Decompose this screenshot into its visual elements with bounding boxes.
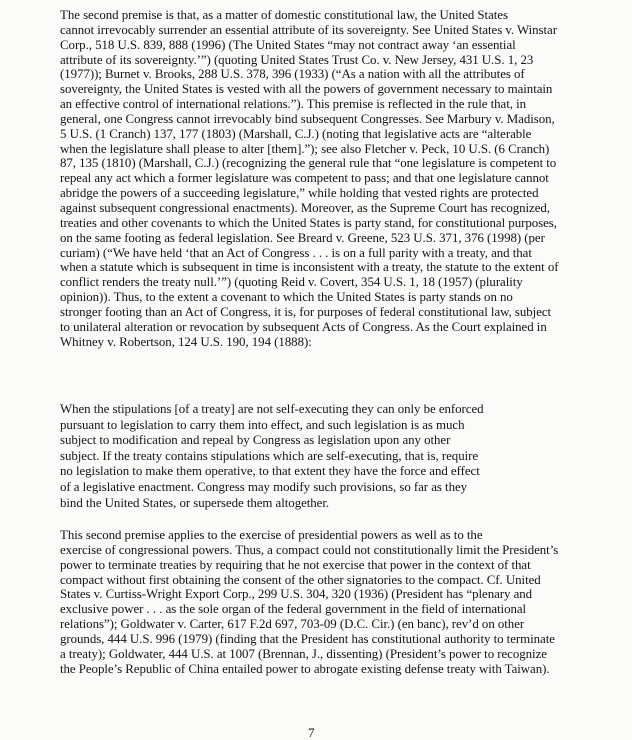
quote-line: no legislation to make them operative, to that extent they have the force and effect — [60, 464, 480, 479]
text-line: exclusive power . . . as the sole organ of the federal government in the field of international — [60, 602, 527, 617]
text-line: opinion)). Thus, to the extent a covenant to which the United States is party stands on no — [60, 290, 513, 305]
text-line: against subsequent congressional enactments). Moreover, as the Supreme Court has recognized, — [60, 200, 550, 215]
page-number: 7 — [308, 725, 315, 740]
text-line: on the same footing as federal legislation. See Breard v. Greene, 523 U.S. 371, 376 (1998) (per — [60, 230, 545, 245]
quote-line: subject to modification and repeal by Congress as legislation upon any other — [60, 433, 451, 448]
text-line: when a statute which is subsequent in time is inconsistent with a treaty, the statute to the extent of — [60, 260, 559, 275]
quote-line: When the stipulations [of a treaty] are not self-executing they can only be enforced — [60, 402, 484, 416]
text-line: general, one Congress cannot irrevocably bind subsequent Congresses. See Marbury v. Madison, — [60, 111, 555, 126]
text-line: 87, 135 (1810) (Marshall, C.J.) (recognizing the general rule that “one legislature is competent to — [60, 156, 557, 171]
text-line: Corp., 518 U.S. 839, 888 (1996) (The United States “may not contract away ‘an essential — [60, 37, 516, 52]
text-line: 5 U.S. (1 Cranch) 137, 177 (1803) (Marshall, C.J.) (noting that legislative acts are “alterable — [60, 126, 532, 141]
text-line: conflict renders the treaty null.’”) (quoting Reid v. Covert, 354 U.S. 1, 18 (1957) (plurality — [60, 275, 523, 290]
text-line: This second premise applies to the exercise of presidential powers as well as to the — [60, 528, 483, 542]
quote-line: bind the United States, or supersede them altogether. — [60, 495, 330, 510]
text-line: curiam) (“We have held ‘that an Act of Congress . . . is on a full parity with a treaty, and that — [60, 245, 532, 260]
paragraph-presidential-powers — [18, 528, 614, 676]
paragraph-second-premise — [18, 8, 614, 349]
text-line: Whitney v. Robertson, 124 U.S. 190, 194 (1888): — [60, 334, 312, 349]
text-line: attribute of its sovereignty.’”) (quoting United States Trust Co. v. New Jersey, 431 U.S. 1, 23 — [60, 52, 534, 67]
text-line: stronger footing than an Act of Congress, it is, for purposes of federal constitutional law, subject — [60, 304, 552, 319]
quote-line: subject. If the treaty contains stipulations which are self-executing, that is, require — [60, 448, 479, 463]
text-line: relations”); Goldwater v. Carter, 617 F.2d 697, 703-09 (D.C. Cir.) (en banc), rev’d on other — [60, 617, 525, 632]
text-line: when the legislature shall please to alter [them].”); see also Fletcher v. Peck, 10 U.S. (6 Cranch) — [60, 141, 550, 156]
text-line: abridge the powers of a succeeding legislature,” while holding that vested rights are protected — [60, 186, 539, 201]
text-line: the People’s Republic of China entailed power to abrogate existing defense treaty with Taiwan). — [60, 661, 550, 676]
text-line: an effective control of international relations.”). This premise is reflected in the rule that, in — [60, 97, 527, 112]
text-line: States v. Curtiss-Wright Export Corp., 299 U.S. 304, 320 (1936) (President has “plenary and — [60, 587, 533, 602]
text-line: to unilateral alteration or revocation by subsequent Acts of Congress. As the Court explained in — [60, 319, 547, 334]
text-line: treaties and other covenants to which the United States is party stand, for constitutional purposes, — [60, 215, 557, 230]
quote-line: pursuant to legislation to carry them into effect, and such legislation is as much — [60, 417, 465, 432]
quote-line: of a legislative enactment. Congress may modify such provisions, so far as they — [60, 479, 468, 494]
text-line: grounds, 444 U.S. 996 (1979) (finding that the President has constitutional authority to terminate — [60, 631, 555, 646]
text-line: exercise of congressional powers. Thus, a compact could not constitutionally limit the President’s — [60, 542, 559, 557]
text-line: (1977)); Burnet v. Brooks, 288 U.S. 378, 396 (1933) (“As a nation with all the attributes of — [60, 67, 525, 82]
block-quote-whitney — [60, 402, 580, 511]
text-line: compact without first obtaining the consent of the other signatories to the compact. Cf. United — [60, 572, 541, 587]
text-line: cannot irrevocably surrender an essential attribute of its sovereignty. See United States v. Winstar — [60, 22, 557, 37]
text-line: a treaty); Goldwater, 444 U.S. at 1007 (Brennan, J., dissenting) (President’s power to recognize — [60, 646, 547, 661]
text-line: sovereignty, the United States is vested with all the powers of government necessary to maintain — [60, 82, 553, 97]
text-line: power to terminate treaties by requiring that he not exercise that power in the context of that — [60, 557, 531, 572]
text-line: The second premise is that, as a matter of domestic constitutional law, the United States — [60, 8, 508, 22]
text-line: repeal any act which a former legislature was competent to pass; and that one legislature cannot — [60, 171, 549, 186]
